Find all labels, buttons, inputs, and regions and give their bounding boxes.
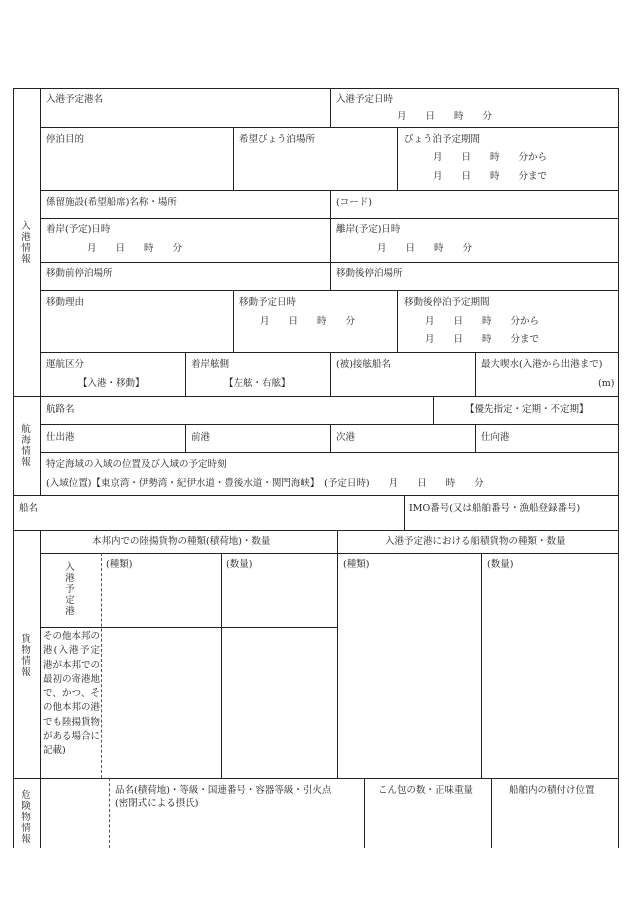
unload-quantity-label: (数量): [226, 559, 253, 570]
next-port-label: 次港: [336, 432, 356, 443]
next-berth-label: 移動後停泊場所: [336, 268, 403, 279]
unload-kind-label: (種類): [106, 559, 133, 570]
dest-port-field[interactable]: [476, 425, 618, 452]
section-label-cargo: 貨物情報: [21, 634, 31, 678]
port-name-label: 入港予定港名: [46, 94, 104, 105]
max-draft-label: 最大喫水(入港から出港まで): [481, 359, 603, 370]
arrival-datetime-value[interactable]: 月 日 時 分: [397, 111, 493, 122]
route-name-field[interactable]: [41, 397, 433, 424]
rule-left: [13, 88, 14, 848]
special-area-value[interactable]: (入域位置)【東京湾・伊勢湾・紀伊水道・豊後水道・関門海峡】 (予定日時) 月 日 時 分: [46, 478, 484, 489]
berthing-side-options[interactable]: 【左舷・右舷】: [224, 378, 291, 389]
rule: [433, 396, 434, 424]
move-reason-label: 移動理由: [46, 297, 85, 308]
purpose-field[interactable]: [41, 128, 233, 190]
loaded-kind-field[interactable]: [338, 554, 481, 778]
rule-right: [618, 88, 619, 848]
next-berth-field[interactable]: [331, 263, 618, 290]
rule: [491, 778, 492, 848]
section-label-entry: 入港情報: [21, 221, 31, 265]
stowage-label: 船舶内の積付け位置: [509, 785, 595, 796]
rule-section: [13, 530, 619, 531]
loaded-header: 入港予定港における船積貨物の種類・数量: [385, 536, 566, 547]
loaded-kind-label: (種類): [343, 559, 370, 570]
dest-port-label: 仕向港: [481, 432, 510, 443]
code-label: (コード): [336, 197, 372, 208]
code-field[interactable]: [331, 191, 618, 218]
berthing-datetime-value[interactable]: 月 日 時 分: [87, 243, 183, 254]
loaded-quantity-field[interactable]: [482, 554, 618, 778]
prev-port-field[interactable]: [186, 425, 330, 452]
after-move-period-label: 移動後停泊予定期間: [404, 297, 490, 308]
origin-port-label: 仕出港: [46, 432, 75, 443]
unload-quantity-field[interactable]: [222, 554, 337, 627]
rule: [475, 352, 476, 396]
ship-name-label: 船名: [19, 503, 39, 514]
berthing-datetime-label: 着岸(予定)日時: [46, 224, 111, 235]
ship-name-field[interactable]: [41, 496, 404, 530]
prev-berth-label: 移動前停泊場所: [46, 268, 113, 279]
mooring-facility-field[interactable]: [41, 191, 330, 218]
rule: [330, 88, 331, 127]
arrival-datetime-label: 入港予定日時: [336, 94, 394, 105]
rule: [233, 290, 234, 352]
rule: [397, 290, 398, 352]
rule: [404, 495, 405, 530]
anchorage-period-to[interactable]: 月 日 時 分まで: [433, 171, 548, 182]
packages-label: こん包の数・正味重量: [378, 785, 474, 796]
rule-section: [13, 778, 619, 779]
route-name-label: 航路名: [46, 404, 75, 415]
berthing-side-label: 着岸舷側: [191, 359, 230, 370]
after-move-period-to[interactable]: 月 日 時 分まで: [425, 334, 540, 345]
max-draft-unit: (m): [598, 378, 615, 389]
other-quantity-field[interactable]: [222, 628, 337, 778]
alongside-ship-field[interactable]: [331, 353, 475, 396]
next-port-field[interactable]: [331, 425, 475, 452]
other-ports-label: その他本邦の港(入港予定港が本邦での最初の寄港地で、かつ、その他本邦の港でも陸揚貨物がある場合に記載): [43, 631, 101, 757]
prev-port-label: 前港: [191, 432, 211, 443]
loaded-quantity-label: (数量): [487, 559, 514, 570]
section-label-danger: 危険物情報: [21, 790, 31, 845]
anchorage-period-from[interactable]: 月 日 時 分から: [433, 152, 548, 163]
rule: [364, 778, 365, 848]
imo-label: IMO番号(又は船舶番号・漁船登録番号): [409, 503, 581, 514]
other-kind-field[interactable]: [102, 628, 221, 778]
special-area-label: 特定海域の入域の位置及び入域の予定時刻: [46, 459, 227, 470]
service-type-label: 運航区分: [46, 359, 85, 370]
anchorage-place-label: 希望びょう泊場所: [239, 134, 316, 145]
prev-berth-field[interactable]: [41, 263, 330, 290]
rule: [40, 452, 619, 453]
port-name-field[interactable]: [41, 89, 330, 127]
service-type-options[interactable]: 【入港・移動】: [78, 378, 145, 389]
unberthing-datetime-label: 離岸(予定)日時: [336, 224, 401, 235]
purpose-label: 停泊目的: [46, 134, 85, 145]
unberthing-datetime-value[interactable]: 月 日 時 分: [377, 243, 473, 254]
rule: [185, 352, 186, 396]
rule: [397, 127, 398, 190]
move-reason-field[interactable]: [41, 291, 233, 352]
move-datetime-label: 移動予定日時: [239, 297, 297, 308]
item-name-label: 品名(積荷地)・等級・国連番号・容器等級・引火点: [115, 785, 332, 796]
anchorage-period-label: びょう泊予定期間: [404, 134, 481, 145]
anchorage-place-field[interactable]: [234, 128, 397, 190]
unloading-header: 本邦内での陸揚貨物の種類(積荷地)・数量: [92, 536, 271, 547]
dashed-rule: [109, 778, 110, 848]
route-type-options[interactable]: 【優先指定・定期・不定期】: [465, 404, 589, 415]
rule-label-col: [40, 530, 41, 848]
planned-port-label: 入港予定港: [65, 562, 75, 617]
move-datetime-value[interactable]: 月 日 時 分: [260, 316, 356, 327]
section-label-voyage: 航海情報: [21, 424, 31, 468]
after-move-period-from[interactable]: 月 日 時 分から: [425, 316, 540, 327]
item-name-note: (密閉式による摂氏): [115, 798, 199, 809]
origin-port-field[interactable]: [41, 425, 185, 452]
mooring-facility-label: 係留施設(希望船席)名称・場所: [46, 197, 177, 208]
alongside-ship-label: (被)接舷船名: [336, 359, 391, 370]
unload-kind-field[interactable]: [102, 554, 221, 627]
